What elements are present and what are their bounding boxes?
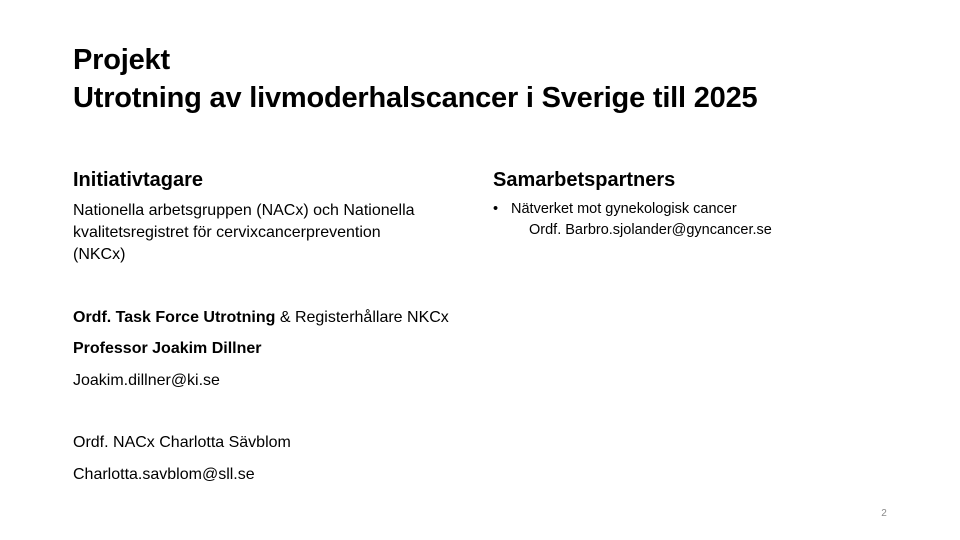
initiators-line-2: kvalitetsregistret för cervixcancerprevention	[73, 224, 381, 241]
initiators-heading: Initiativtagare	[73, 169, 204, 191]
slide-title	[73, 41, 893, 117]
partners-heading: Samarbetspartners	[493, 169, 676, 191]
nacx-email: Charlotta.savblom@sll.se	[73, 466, 255, 483]
professor-email: Joakim.dillner@ki.se	[73, 372, 220, 389]
task-force-role	[73, 307, 449, 329]
task-force-role-bold: Ordf. Task Force Utrotning	[73, 309, 276, 326]
partners-section	[493, 167, 893, 241]
professor-name: Professor Joakim Dillner	[73, 340, 262, 357]
nacx-chair: Ordf. NACx Charlotta Sävblom	[73, 434, 291, 451]
partner-label: Nätverket mot gynekologisk cancer	[511, 201, 737, 217]
initiators-line-1: Nationella arbetsgruppen (NACx) och Nationella	[73, 202, 415, 219]
partner-item	[493, 199, 893, 220]
initiators-section	[73, 167, 488, 266]
page-number: 2	[881, 508, 887, 519]
initiators-line-3: (NKCx)	[73, 246, 126, 263]
bullet-icon: •	[493, 201, 499, 217]
initiators-text	[73, 200, 488, 266]
task-force-role-rest: & Registerhållare NKCx	[275, 309, 449, 326]
partners-list	[493, 199, 893, 241]
title-line-1: Projekt	[73, 44, 170, 76]
partner-detail: Ordf. Barbro.sjolander@gyncancer.se	[529, 222, 772, 238]
title-line-2: Utrotning av livmoderhalscancer i Sverige till 2025	[73, 82, 758, 114]
